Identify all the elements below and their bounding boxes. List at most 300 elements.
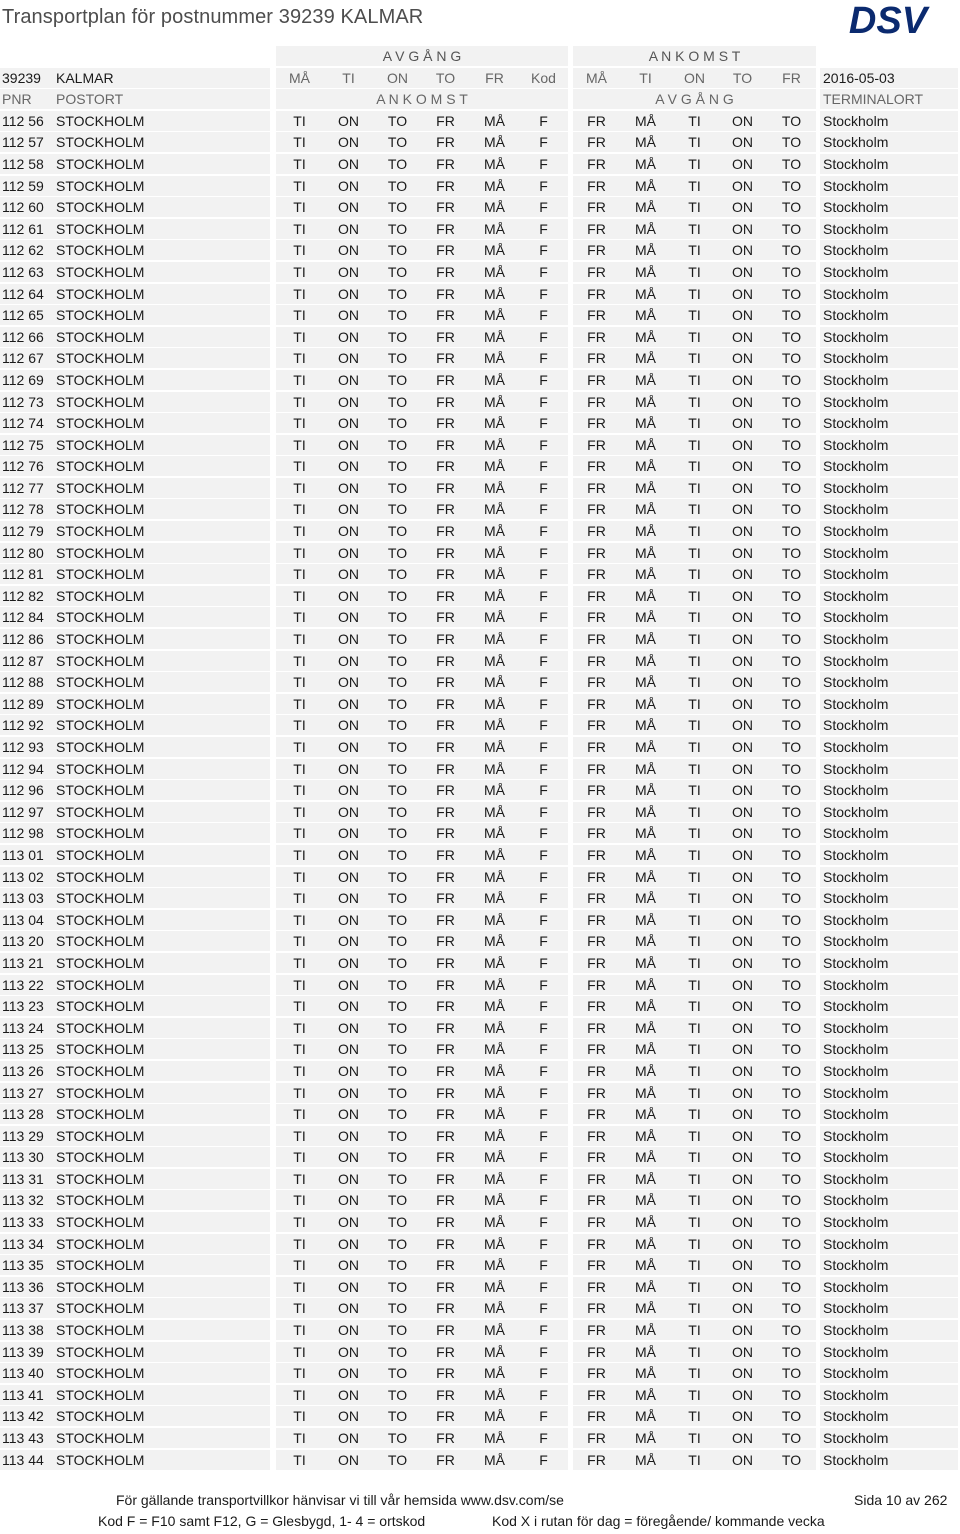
departure-day-cell: MÅ (635, 976, 656, 993)
departure-day-cell: TO (781, 436, 802, 453)
arrival-day-cell: FR (436, 1192, 455, 1209)
departure-day-cell: TO (781, 155, 802, 172)
terminal-cell: Stockholm (823, 134, 889, 151)
ort-label: POSTORT (56, 91, 124, 108)
arrival-day-cell: TO (387, 328, 408, 345)
footer-terms: För gällande transportvillkor hänvisar vi till vår hemsida www.dsv.com/se (116, 1492, 564, 1508)
arrival-day-cell: FR (436, 544, 455, 561)
table-row (0, 888, 960, 910)
footer-code-legend: Kod F = F10 samt F12, G = Glesbygd, 1- 4 = ortskod (98, 1513, 426, 1529)
departure-day-cell: MÅ (635, 1192, 656, 1209)
departure-day-cell: ON (732, 695, 753, 712)
departure-day-cell: TI (688, 566, 701, 583)
arrival-day-cell: FR (436, 242, 455, 259)
dsv-logo-text: DSV (848, 2, 928, 38)
arrival-day-cell: ON (338, 1127, 359, 1144)
table-row (0, 284, 960, 306)
arrival-sub-label: A N K O M S T (376, 91, 468, 108)
departure-day-cell: FR (587, 1430, 606, 1446)
arrival-day-cell: MÅ (484, 220, 505, 237)
city-cell: STOCKHOLM (56, 155, 145, 172)
table-body (0, 111, 960, 1471)
arrival-day-cell: F (539, 177, 548, 194)
arrival-day-cell: MÅ (484, 263, 505, 280)
postcode-cell: 113 25 (2, 1041, 44, 1058)
postcode-cell: 112 74 (2, 415, 44, 432)
arrival-day-cell: ON (338, 1430, 359, 1446)
departure-day-cell: FR (587, 890, 606, 907)
arrival-day-cell: FR (436, 587, 455, 604)
terminal-cell: Stockholm (823, 1300, 889, 1317)
departure-day-cell: ON (732, 458, 753, 475)
departure-day-cell: ON (732, 717, 753, 734)
terminal-cell: Stockholm (823, 544, 889, 561)
departure-day-cell: TI (688, 868, 701, 885)
city-cell: STOCKHOLM (56, 393, 145, 410)
arrival-day-cell: TO (387, 523, 408, 540)
departure-day-cell: TO (781, 242, 802, 259)
arrival-day-cell: TI (293, 803, 306, 820)
departure-day-cell: MÅ (635, 1343, 656, 1360)
arrival-day-cell: ON (338, 479, 359, 496)
arrival-day-cell: TI (293, 976, 306, 993)
arrival-day-cell: MÅ (484, 242, 505, 259)
postcode-cell: 112 80 (2, 544, 44, 561)
postcode-cell: 113 42 (2, 1408, 44, 1425)
table-row (0, 111, 960, 133)
departure-day-header: TO (435, 69, 456, 86)
terminal-cell: Stockholm (823, 436, 889, 453)
terminal-label: TERMINALORT (823, 91, 924, 108)
departure-day-header: ON (387, 69, 408, 86)
arrival-day-cell: FR (436, 1062, 455, 1079)
arrival-day-cell: F (539, 220, 548, 237)
table-row (0, 176, 960, 198)
table-row (0, 1147, 960, 1169)
departure-day-cell: ON (732, 350, 753, 367)
postcode-cell: 113 37 (2, 1300, 44, 1317)
city-cell: STOCKHOLM (56, 1019, 145, 1036)
departure-day-cell: ON (732, 1235, 753, 1252)
arrival-day-cell: F (539, 1214, 548, 1231)
departure-day-cell: MÅ (635, 1127, 656, 1144)
terminal-cell: Stockholm (823, 566, 889, 583)
arrival-day-cell: TO (387, 1235, 408, 1252)
arrival-day-cell: F (539, 415, 548, 432)
arrival-day-cell: MÅ (484, 1278, 505, 1295)
departure-day-cell: FR (587, 1278, 606, 1295)
departure-day-cell: TO (781, 1300, 802, 1317)
departure-day-cell: ON (732, 155, 753, 172)
arrival-day-cell: MÅ (484, 1214, 505, 1231)
departure-day-cell: MÅ (635, 328, 656, 345)
arrival-day-cell: FR (436, 155, 455, 172)
terminal-cell: Stockholm (823, 393, 889, 410)
postcode-cell: 113 30 (2, 1149, 44, 1166)
city-cell: STOCKHOLM (56, 587, 145, 604)
arrival-day-cell: TI (293, 782, 306, 799)
arrival-day-cell: ON (338, 285, 359, 302)
arrival-day-cell: FR (436, 1278, 455, 1295)
departure-day-cell: TO (781, 1322, 802, 1339)
arrival-day-cell: F (539, 112, 548, 129)
departure-day-cell: ON (732, 868, 753, 885)
city-cell: STOCKHOLM (56, 220, 145, 237)
postcode-cell: 112 61 (2, 220, 44, 237)
arrival-day-cell: ON (338, 739, 359, 755)
departure-day-cell: ON (732, 803, 753, 820)
arrival-day-cell: MÅ (484, 1235, 505, 1252)
postcode-cell: 112 64 (2, 285, 44, 302)
postcode-cell: 113 02 (2, 868, 44, 885)
table-row (0, 1450, 960, 1472)
terminal-cell: Stockholm (823, 350, 889, 367)
city-cell: STOCKHOLM (56, 242, 145, 259)
departure-day-cell: MÅ (635, 436, 656, 453)
departure-day-cell: ON (732, 307, 753, 324)
arrival-day-cell: TO (387, 1278, 408, 1295)
terminal-cell: Stockholm (823, 1257, 889, 1274)
arrival-day-cell: TI (293, 674, 306, 691)
departure-day-cell: TI (688, 112, 701, 129)
arrival-day-cell: MÅ (484, 1343, 505, 1360)
departure-day-cell: MÅ (635, 868, 656, 885)
postcode-cell: 112 93 (2, 739, 44, 755)
departure-day-cell: FR (587, 998, 606, 1015)
arrival-day-cell: ON (338, 674, 359, 691)
departure-day-cell: TO (781, 760, 802, 777)
departure-day-cell: ON (732, 911, 753, 928)
departure-day-cell: TO (781, 371, 802, 388)
arrival-day-cell: TO (387, 155, 408, 172)
arrival-day-cell: MÅ (484, 803, 505, 820)
arrival-day-cell: F (539, 695, 548, 712)
arrival-day-cell: TO (387, 1214, 408, 1231)
departure-day-cell: FR (587, 1365, 606, 1382)
departure-day-cell: ON (732, 760, 753, 777)
dsv-logo (828, 2, 948, 38)
departure-day-cell: TI (688, 134, 701, 151)
arrival-day-cell: TI (293, 436, 306, 453)
city-cell: STOCKHOLM (56, 846, 145, 863)
departure-day-cell: TO (781, 1041, 802, 1058)
arrival-day-cell: FR (436, 220, 455, 237)
arrival-day-cell: FR (436, 436, 455, 453)
departure-day-cell: FR (587, 134, 606, 151)
departure-day-cell: TO (781, 1084, 802, 1101)
arrival-day-cell: ON (338, 652, 359, 669)
arrival-day-cell: TO (387, 868, 408, 885)
postcode-cell: 112 73 (2, 393, 44, 410)
arrival-day-cell: TO (387, 415, 408, 432)
city-cell: STOCKHOLM (56, 674, 145, 691)
departure-day-cell: TO (781, 566, 802, 583)
departure-day-cell: ON (732, 523, 753, 540)
city-cell: STOCKHOLM (56, 890, 145, 907)
departure-day-cell: TO (781, 134, 802, 151)
departure-day-cell: MÅ (635, 1386, 656, 1403)
departure-day-cell: TI (688, 998, 701, 1015)
departure-day-cell: TI (688, 695, 701, 712)
terminal-cell: Stockholm (823, 739, 889, 755)
departure-day-cell: ON (732, 1278, 753, 1295)
arrival-day-cell: TI (293, 717, 306, 734)
departure-day-cell: MÅ (635, 350, 656, 367)
arrival-day-cell: TO (387, 717, 408, 734)
arrival-day-header: MÅ (586, 69, 607, 86)
arrival-day-cell: TO (387, 1192, 408, 1209)
departure-day-cell: MÅ (635, 479, 656, 496)
terminal-cell: Stockholm (823, 803, 889, 820)
arrival-day-cell: F (539, 717, 548, 734)
arrival-day-cell: FR (436, 479, 455, 496)
city-cell: STOCKHOLM (56, 1343, 145, 1360)
departure-day-cell: FR (587, 263, 606, 280)
departure-day-cell: TO (781, 1149, 802, 1166)
arrival-day-cell: FR (436, 1451, 455, 1468)
departure-day-cell: MÅ (635, 1214, 656, 1231)
arrival-day-cell: F (539, 1192, 548, 1209)
departure-day-cell: MÅ (635, 1300, 656, 1317)
arrival-day-cell: TO (387, 782, 408, 799)
departure-day-cell: FR (587, 242, 606, 259)
arrival-day-cell: ON (338, 825, 359, 842)
table-row (0, 1083, 960, 1105)
departure-day-cell: TO (781, 1170, 802, 1187)
arrival-day-cell: TO (387, 803, 408, 820)
arrival-day-cell: F (539, 1019, 548, 1036)
arrival-day-cell: ON (338, 933, 359, 950)
arrival-day-cell: TI (293, 1235, 306, 1252)
departure-day-cell: FR (587, 155, 606, 172)
departure-day-cell: ON (732, 1170, 753, 1187)
arrival-day-cell: MÅ (484, 1257, 505, 1274)
arrival-day-cell: F (539, 760, 548, 777)
departure-day-cell: MÅ (635, 566, 656, 583)
city-cell: STOCKHOLM (56, 760, 145, 777)
departure-day-cell: TO (781, 717, 802, 734)
departure-day-cell: MÅ (635, 717, 656, 734)
arrival-day-cell: ON (338, 458, 359, 475)
departure-day-cell: ON (732, 242, 753, 259)
arrival-day-cell: ON (338, 782, 359, 799)
departure-day-cell: TI (688, 652, 701, 669)
departure-day-cell: TO (781, 587, 802, 604)
departure-day-cell: FR (587, 1386, 606, 1403)
table-row (0, 1169, 960, 1191)
arrival-day-cell: TI (293, 1192, 306, 1209)
postcode-cell: 112 96 (2, 782, 44, 799)
city-cell: STOCKHOLM (56, 954, 145, 971)
city-cell: STOCKHOLM (56, 544, 145, 561)
departure-day-cell: TI (688, 155, 701, 172)
arrival-day-cell: TI (293, 371, 306, 388)
city-cell: STOCKHOLM (56, 695, 145, 712)
city-cell: STOCKHOLM (56, 609, 145, 626)
departure-day-cell: MÅ (635, 523, 656, 540)
arrival-day-cell: TI (293, 1430, 306, 1446)
arrival-day-cell: TI (293, 1343, 306, 1360)
arrival-day-cell: TO (387, 112, 408, 129)
terminal-cell: Stockholm (823, 1192, 889, 1209)
table-row (0, 867, 960, 889)
arrival-day-cell: FR (436, 523, 455, 540)
arrival-day-cell: ON (338, 1278, 359, 1295)
departure-day-cell: FR (587, 566, 606, 583)
arrival-day-cell: FR (436, 263, 455, 280)
table-row (0, 456, 960, 478)
departure-day-cell: FR (587, 911, 606, 928)
arrival-day-cell: ON (338, 998, 359, 1015)
departure-day-cell: FR (587, 177, 606, 194)
departure-day-cell: TO (781, 458, 802, 475)
departure-day-cell: TO (781, 1192, 802, 1209)
departure-day-cell: TI (688, 220, 701, 237)
departure-day-cell: TI (688, 371, 701, 388)
departure-day-cell: ON (732, 501, 753, 518)
departure-day-cell: TI (688, 1170, 701, 1187)
arrival-day-cell: FR (436, 350, 455, 367)
departure-day-cell: FR (587, 1257, 606, 1274)
arrival-day-cell: FR (436, 1127, 455, 1144)
terminal-cell: Stockholm (823, 1408, 889, 1425)
city-cell: STOCKHOLM (56, 285, 145, 302)
table-row (0, 931, 960, 953)
arrival-day-cell: FR (436, 393, 455, 410)
arrival-day-cell: F (539, 307, 548, 324)
postcode-cell: 112 98 (2, 825, 44, 842)
arrival-day-cell: MÅ (484, 479, 505, 496)
departure-day-cell: TI (688, 1257, 701, 1274)
arrival-day-cell: FR (436, 371, 455, 388)
arrival-day-cell: ON (338, 1062, 359, 1079)
arrival-day-cell: TO (387, 458, 408, 475)
terminal-cell: Stockholm (823, 1214, 889, 1231)
table-row (0, 672, 960, 694)
departure-day-cell: TI (688, 803, 701, 820)
departure-day-cell: ON (732, 976, 753, 993)
table-row (0, 759, 960, 781)
arrival-day-cell: F (539, 134, 548, 151)
departure-day-cell: TI (688, 544, 701, 561)
arrival-day-cell: TO (387, 544, 408, 561)
arrival-day-cell: ON (338, 393, 359, 410)
arrival-day-cell: TO (387, 1300, 408, 1317)
arrival-day-cell: FR (436, 890, 455, 907)
departure-day-cell: ON (732, 1408, 753, 1425)
departure-day-cell: MÅ (635, 782, 656, 799)
table-row (0, 499, 960, 521)
departure-day-cell: TI (688, 782, 701, 799)
arrival-day-cell: ON (338, 177, 359, 194)
departure-day-cell: TO (781, 544, 802, 561)
departure-day-cell: FR (587, 1322, 606, 1339)
city-cell: STOCKHOLM (56, 717, 145, 734)
departure-day-cell: ON (732, 890, 753, 907)
postcode-cell: 112 94 (2, 760, 44, 777)
terminal-cell: Stockholm (823, 458, 889, 475)
arrival-day-cell: FR (436, 1019, 455, 1036)
arrival-day-cell: F (539, 998, 548, 1015)
arrival-day-cell: FR (436, 1106, 455, 1123)
arrival-day-cell: TI (293, 566, 306, 583)
departure-day-cell: FR (587, 652, 606, 669)
arrival-day-cell: F (539, 1170, 548, 1187)
departure-day-cell: TO (781, 393, 802, 410)
arrival-day-cell: ON (338, 868, 359, 885)
terminal-cell: Stockholm (823, 1041, 889, 1058)
departure-day-cell: FR (587, 1192, 606, 1209)
arrival-day-cell: TI (293, 177, 306, 194)
departure-day-cell: TO (781, 1365, 802, 1382)
departure-day-cell: FR (587, 393, 606, 410)
departure-day-cell: TO (781, 631, 802, 648)
departure-day-cell: ON (732, 1041, 753, 1058)
arrival-day-cell: TI (293, 544, 306, 561)
departure-day-cell: TI (688, 1192, 701, 1209)
terminal-cell: Stockholm (823, 1278, 889, 1295)
departure-day-cell: FR (587, 523, 606, 540)
postcode-cell: 113 44 (2, 1451, 44, 1468)
postcode-cell: 112 65 (2, 307, 44, 324)
departure-day-cell: MÅ (635, 609, 656, 626)
departure-day-cell: ON (732, 479, 753, 496)
arrival-day-cell: ON (338, 1084, 359, 1101)
header-row-3 (0, 89, 960, 111)
departure-day-cell: TO (781, 846, 802, 863)
departure-day-cell: ON (732, 134, 753, 151)
departure-day-cell: FR (587, 1300, 606, 1317)
city-cell: STOCKHOLM (56, 1106, 145, 1123)
city-cell: STOCKHOLM (56, 1322, 145, 1339)
arrival-day-cell: MÅ (484, 695, 505, 712)
terminal-cell: Stockholm (823, 933, 889, 950)
terminal-cell: Stockholm (823, 371, 889, 388)
arrival-group-label: A N K O M S T (648, 48, 741, 64)
departure-day-cell: MÅ (635, 371, 656, 388)
arrival-day-cell: F (539, 652, 548, 669)
departure-day-cell: ON (732, 998, 753, 1015)
arrival-day-cell: MÅ (484, 1365, 505, 1382)
arrival-day-cell: F (539, 544, 548, 561)
departure-day-cell: TO (781, 1214, 802, 1231)
arrival-day-cell: TO (387, 220, 408, 237)
arrival-day-cell: MÅ (484, 177, 505, 194)
city-cell: STOCKHOLM (56, 1127, 145, 1144)
departure-day-cell: MÅ (635, 674, 656, 691)
departure-day-cell: ON (732, 328, 753, 345)
table-row (0, 478, 960, 500)
postcode-cell: 113 01 (2, 846, 44, 863)
arrival-day-cell: FR (436, 739, 455, 755)
table-row (0, 348, 960, 370)
arrival-day-cell: ON (338, 1257, 359, 1274)
departure-day-cell: TO (781, 911, 802, 928)
arrival-day-cell: ON (338, 1149, 359, 1166)
arrival-day-cell: TI (293, 1019, 306, 1036)
arrival-day-cell: ON (338, 717, 359, 734)
arrival-day-cell: TI (293, 1170, 306, 1187)
departure-day-cell: MÅ (635, 458, 656, 475)
city-cell: STOCKHOLM (56, 1257, 145, 1274)
postcode-cell: 113 35 (2, 1257, 44, 1274)
terminal-cell: Stockholm (823, 1084, 889, 1101)
arrival-day-cell: TO (387, 890, 408, 907)
arrival-day-cell: FR (436, 1343, 455, 1360)
arrival-day-cell: FR (436, 1322, 455, 1339)
departure-day-cell: MÅ (635, 1170, 656, 1187)
arrival-day-cell: TI (293, 933, 306, 950)
